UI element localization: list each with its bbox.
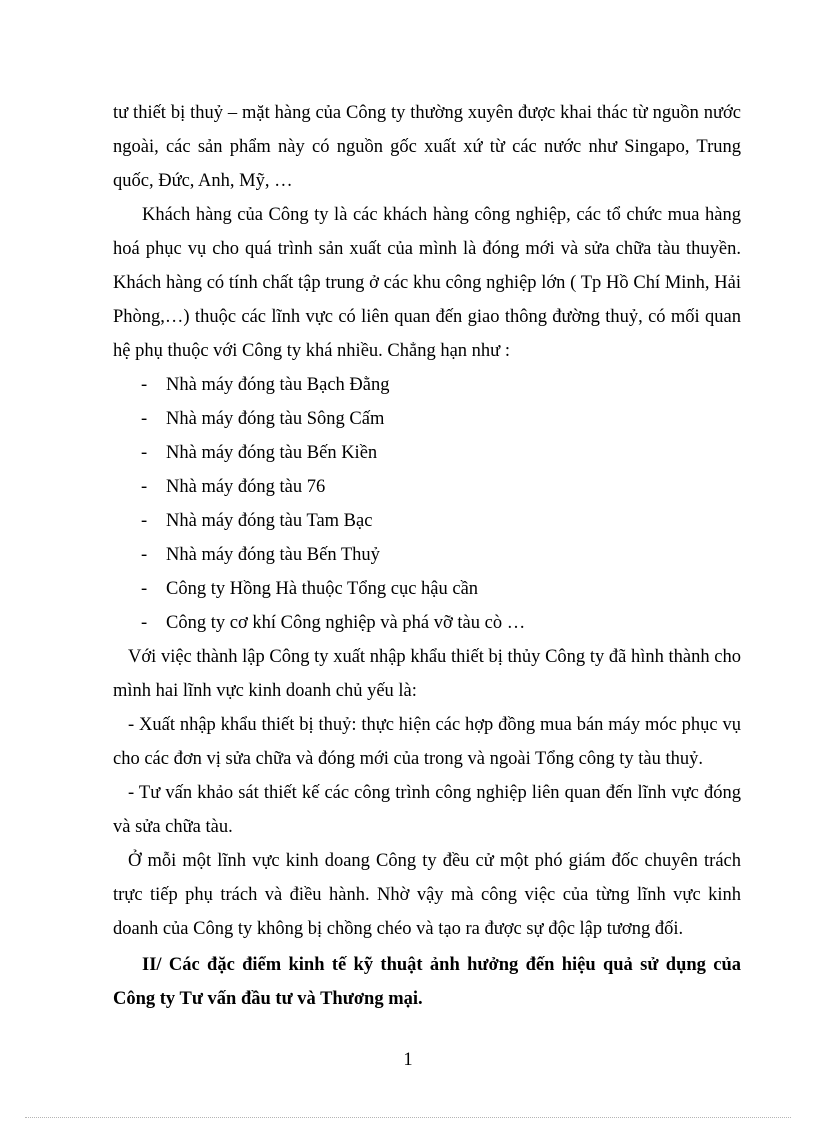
bullet-dash: - (141, 545, 148, 565)
footer-divider (25, 1117, 791, 1118)
list-item-text: Nhà máy đóng tàu 76 (166, 477, 326, 497)
paragraph-customers: Khách hàng của Công ty là các khách hàng công nghiệp, các tổ chức mua hàng hoá phục vụ cho quá trình sản xuất của mình là đóng mới và sửa chữa tàu thuyền. Khách hàng có tính chất tập trung ở các khu công nghiệp lớn ( Tp Hồ Chí Minh, Hải Phòng,…) thuộc các lĩnh vực có liên quan đến giao thông đường thuỷ, có mối quan hệ phụ thuộc với Công ty khá nhiều. Chẳng hạn như : (113, 205, 741, 361)
page-number: 1 (403, 1050, 413, 1070)
list-item (113, 606, 741, 640)
bullet-dash: - (141, 409, 148, 429)
paragraph-management: Ở mỗi một lĩnh vực kinh doang Công ty đều cử một phó giám đốc chuyên trách trực tiếp phụ trách và điều hành. Nhờ vậy mà công việc của từng lĩnh vực kinh doanh của Công ty không bị chồng chéo và tạo ra được sự độc lập tương đối. (113, 851, 741, 939)
list-item (113, 368, 741, 402)
list-item (113, 572, 741, 606)
bullet-dash: - (141, 477, 148, 497)
bullet-dash: - (141, 375, 148, 395)
bullet-dash: - (141, 511, 148, 531)
bullet-dash: - (141, 613, 148, 633)
shipyard-list (113, 368, 741, 640)
list-item-text: Công ty cơ khí Công nghiệp và phá vỡ tàu cò … (166, 613, 526, 633)
list-item-text: Nhà máy đóng tàu Bến Kiền (166, 443, 378, 463)
list-item (113, 470, 741, 504)
list-item (113, 402, 741, 436)
paragraph-business-areas: Với việc thành lập Công ty xuất nhập khẩu thiết bị thủy Công ty đã hình thành cho mình hai lĩnh vực kinh doanh chủ yếu là: (113, 647, 741, 701)
section-heading: II/ Các đặc điểm kinh tế kỹ thuật ảnh hưởng đến hiệu quả sử dụng của Công ty Tư vấn đầu tư và Thương mại. (113, 955, 741, 1009)
paragraph-import-export: - Xuất nhập khẩu thiết bị thuỷ: thực hiện các hợp đồng mua bán máy móc phục vụ cho các đơn vị sửa chữa và đóng mới của trong và ngoài Tổng công ty tàu thuỷ. (113, 715, 741, 769)
list-item-text: Nhà máy đóng tàu Tam Bạc (166, 511, 373, 531)
list-item-text: Nhà máy đóng tàu Bạch Đằng (166, 375, 390, 395)
list-item-text: Nhà máy đóng tàu Bến Thuỷ (166, 545, 380, 565)
list-item (113, 504, 741, 538)
list-item-text: Công ty Hồng Hà thuộc Tổng cục hậu cần (166, 579, 479, 599)
list-item-text: Nhà máy đóng tàu Sông Cấm (166, 409, 385, 429)
list-item (113, 538, 741, 572)
page-content (113, 96, 741, 1016)
bullet-dash: - (141, 443, 148, 463)
list-item (113, 436, 741, 470)
bullet-dash: - (141, 579, 148, 599)
paragraph-import-sources: tư thiết bị thuỷ – mặt hàng của Công ty thường xuyên được khai thác từ nguồn nước ngoài, các sản phẩm này có nguồn gốc xuất xứ từ các nước như Singapo, Trung quốc, Đức, Anh, Mỹ, … (113, 103, 741, 191)
paragraph-consulting: - Tư vấn khảo sát thiết kế các công trình công nghiệp liên quan đến lĩnh vực đóng và sửa chữa tàu. (113, 783, 741, 837)
